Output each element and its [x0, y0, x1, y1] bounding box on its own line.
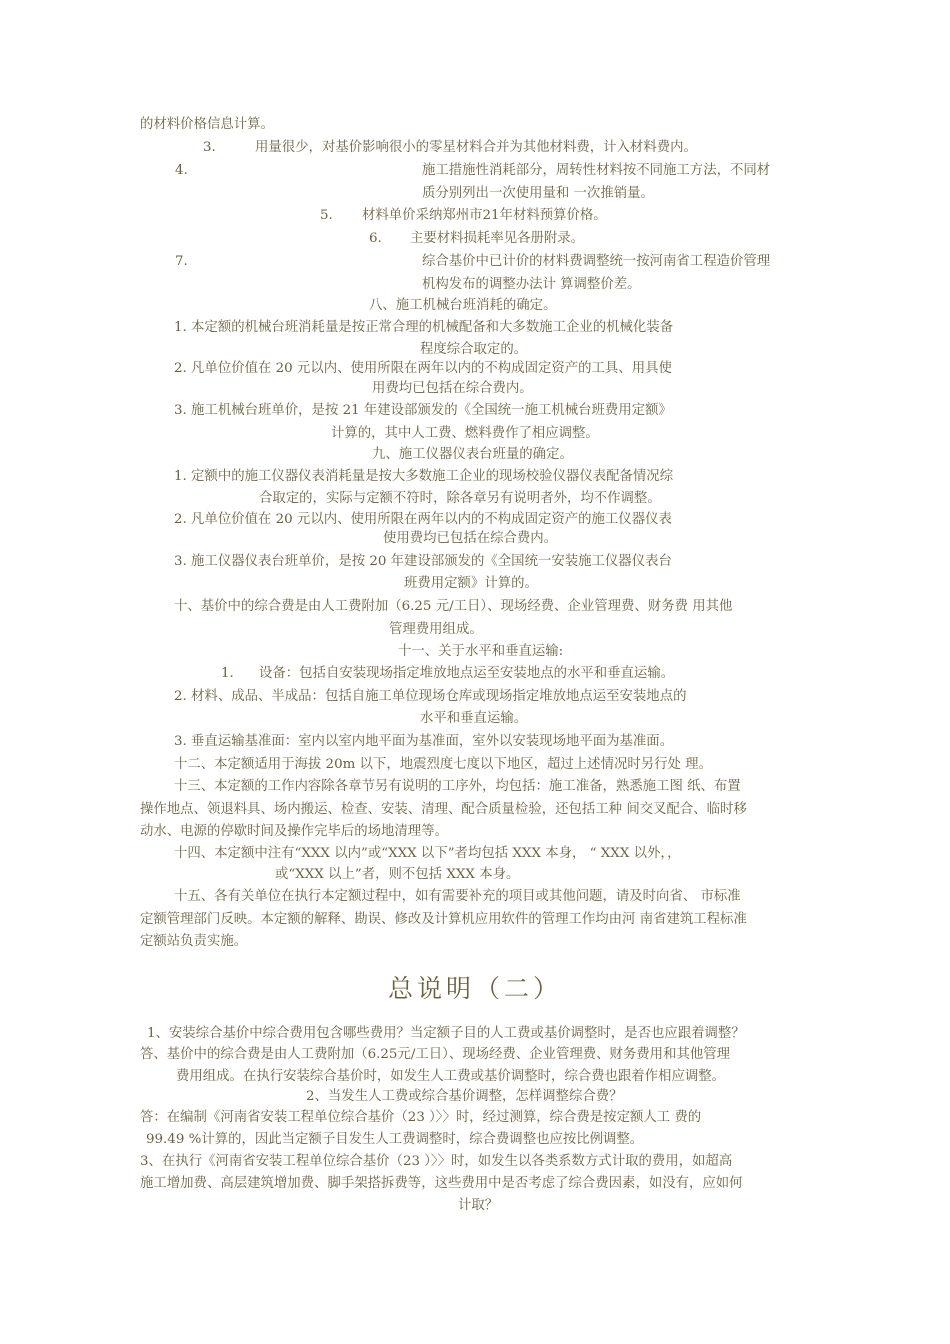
text-line: 3. 施工仪器仪表台班单价，是按 20 年建设部颁发的《全国统一安装施工仪器仪表台 [174, 554, 672, 569]
text-line: 机构发布的调整办法计 算调整价差。 [422, 277, 641, 292]
list-number: 7. [175, 254, 188, 269]
text-line: 管理费用组成。 [389, 622, 483, 637]
text-line: 计算的，其中人工费、燃料费作了相应调整。 [331, 426, 599, 441]
text-line: 3. 垂直运输基准面：室内以室内地平面为基准面，室外以安装现场地平面为基准面。 [174, 734, 674, 749]
text-line: 3. 施工机械台班单价，是按 21 年建设部颁发的《全国统一施工机械台班费用定额》 [174, 403, 672, 418]
text-line: 定额管理部门反映。本定额的解释、勘误、修改及计算机应用软件的管理工作均由河 南省建筑工程标准 [140, 912, 747, 927]
section-heading: 十一、关于水平和垂直运输: [398, 644, 564, 659]
question-line: 施工增加费、高层建筑增加费、脚手架搭拆费等，这些费用中是否考虑了综合费因素，如没有，应如何 [140, 1176, 743, 1191]
question-line: 3、在执行《河南省安装工程单位综合基价（23 ）〉〉时，如发生以各类系数方式计取的费用，如超高 [140, 1154, 733, 1169]
section-heading: 八、施工机械台班消耗的确定。 [369, 298, 557, 313]
section-heading: 九、施工仪器仪表台班量的确定。 [372, 447, 573, 462]
question-line: 计取？ [458, 1198, 499, 1213]
text-line: 合取定的，实际与定额不符时，除各章另有说明者外，均不作调整。 [259, 491, 661, 506]
question-line: 2、当发生人工费或综合基价调整，怎样调整综合费？ [306, 1089, 623, 1104]
page-title: 总说明（二） [387, 974, 562, 1003]
text-line: 用费均已包括在综合费内。 [372, 381, 533, 396]
text-line: 使用费均已包括在综合费内。 [383, 531, 558, 546]
text-line: 十、基价中的综合费是由人工费附加（6.25 元/工日）、现场经费、企业管理费、财务费 用其他 [174, 599, 733, 614]
text-line: 质分别列出一次使用量和 一次推销量。 [422, 186, 654, 201]
text-line: 动水、电源的停歇时间及操作完毕后的场地清理等。 [140, 824, 448, 839]
text-line: 定额站负责实施。 [140, 934, 248, 949]
text-line: 操作地点、领退料具、场内搬运、检查、安装、清理、配合质量检验，还包括工种 间交叉配合、临时移 [140, 802, 747, 817]
text-line: 1. 本定额的机械台班消耗量是按正常合理的机械配备和大多数施工企业的机械化装备 [174, 320, 674, 335]
text-line: 1. 定额中的施工仪器仪表消耗量是按大多数施工企业的现场校验仪器仪表配备情况综 [174, 469, 674, 484]
text-line: 的材料价格信息计算。 [140, 117, 274, 132]
text-line: 施工措施性消耗部分，周转性材料按不同施工方法，不同材 [422, 163, 771, 178]
list-number: 1. [221, 666, 234, 681]
text-line: 十四、本定额中注有“XXX 以内”或“XXX 以下”者均包括 XXX 本身， “ XXX 以外，， [174, 846, 681, 861]
question-line: 1、安装综合基价中综合费用包含哪些费用？当定额子目的人工费或基价调整时，是否也应跟着调整？ [147, 1026, 745, 1041]
text-line: 水平和垂直运输。 [420, 711, 528, 726]
text-line: 主要材料损耗率见各册附录。 [410, 231, 585, 246]
text-line: 设备：包括自安装现场指定堆放地点运至安装地点的水平和垂直运输。 [259, 666, 675, 681]
text-line: 十五、各有关单位在执行本定额过程中，如有需要补充的项目或其他问题，请及时向省、 市标准 [174, 889, 741, 904]
text-line: 2. 凡单位价值在 20 元以内、使用所限在两年以内的不构成固定资产的施工仪器仪表 [174, 512, 672, 527]
list-number: 5. [320, 208, 333, 223]
list-number: 4. [175, 163, 188, 178]
text-line: 程度综合取定的。 [420, 342, 528, 357]
list-number: 3. [203, 140, 216, 155]
answer-line: 99.49 %计算的，因此当定额子目发生人工费调整时，综合费调整也应按比例调整。 [146, 1132, 644, 1147]
text-line: 2. 凡单位价值在 20 元以内、使用所限在两年以内的不构成固定资产的工具、用具使 [174, 361, 672, 376]
answer-line: 答、基价中的综合费是由人工费附加（6.25元/工日）、现场经费、企业管理费、财务费用和其他管理 [140, 1047, 731, 1062]
list-number: 6. [369, 231, 382, 246]
text-line: 用量很少，对基价影响很小的零星材料合并为其他材料费，计入材料费内。 [255, 140, 697, 155]
text-line: 十二、本定额适用于海拔 20m 以下，地震烈度七度以下地区，超过上述情况时另行处 理。 [174, 757, 712, 772]
text-line: 2. 材料、成品、半成品：包括自施工单位现场仓库或现场指定堆放地点运至安装地点的 [174, 689, 687, 704]
text-line: 或“XXX 以上”者，则不包括 XXX 本身。 [275, 867, 520, 882]
text-line: 班费用定额》计算的。 [404, 576, 538, 591]
answer-line: 费用组成。在执行安装综合基价时，如发生人工费或基价调整时，综合费也跟着作相应调整。 [176, 1069, 726, 1084]
answer-line: 答：在编制《河南省安装工程单位综合基价（23 ）〉〉时，经过测算，综合费是按定额人工 费的 [140, 1110, 702, 1125]
text-line: 综合基价中已计价的材料费调整统一按河南省工程造价管理 [422, 254, 771, 269]
text-line: 材料单价采纳郑州市21年材料预算价格。 [362, 208, 607, 223]
text-line: 十三、本定额的工作内容除各章节另有说明的工序外，均包括：施工准备，熟悉施工图 纸、布置 [174, 779, 741, 794]
